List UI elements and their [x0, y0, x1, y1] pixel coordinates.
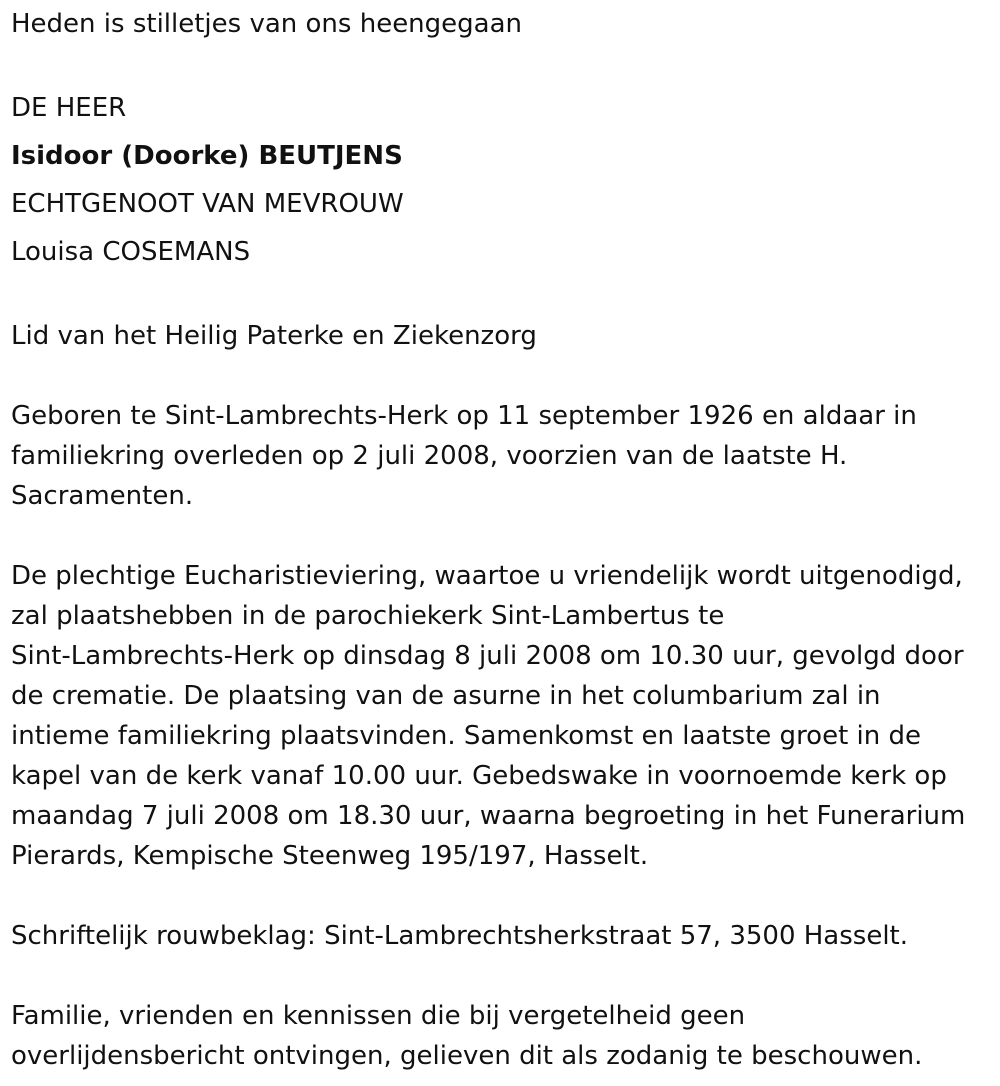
- title-line: DE HEER: [11, 93, 127, 123]
- paragraph-line: De plechtige Eucharistieviering, waartoe u vriendelijk wordt uitgenodigd,: [11, 561, 963, 591]
- paragraph-line: maandag 7 juli 2008 om 18.30 uur, waarna begroeting in het Funerarium: [11, 801, 966, 831]
- spouse-label: ECHTGENOOT VAN MEVROUW: [11, 189, 404, 219]
- paragraph-line: Geboren te Sint-Lambrechts-Herk op 11 september 1926 en aldaar in: [11, 401, 917, 431]
- ceremony-paragraph: [11, 556, 992, 876]
- paragraph-line: Familie, vrienden en kennissen die bij vergetelheid geen: [11, 1001, 746, 1031]
- deceased-name: Isidoor (Doorke) BEUTJENS: [11, 141, 403, 171]
- paragraph-line: de crematie. De plaatsing van de asurne in het columbarium zal in: [11, 681, 881, 711]
- membership-line: Lid van het Heilig Paterke en Ziekenzorg: [11, 321, 537, 351]
- paragraph-line: familiekring overleden op 2 juli 2008, voorzien van de laatste H.: [11, 441, 848, 471]
- spouse-name: Louisa COSEMANS: [11, 237, 251, 267]
- paragraph-line: kapel van de kerk vanaf 10.00 uur. Gebedswake in voornoemde kerk op: [11, 761, 947, 791]
- announcement-block: [11, 84, 992, 276]
- paragraph-line: intieme familiekring plaatsvinden. Samenkomst en laatste groet in de: [11, 721, 922, 751]
- paragraph-line: Pierards, Kempische Steenweg 195/197, Hasselt.: [11, 841, 649, 871]
- birth-paragraph: [11, 396, 992, 516]
- opening-line: Heden is stilletjes van ons heengegaan: [11, 9, 523, 39]
- closing-paragraph: [11, 996, 992, 1076]
- paragraph-line: overlijdensbericht ontvingen, gelieven dit als zodanig te beschouwen.: [11, 1041, 923, 1071]
- paragraph-line: Sint-Lambrechts-Herk op dinsdag 8 juli 2008 om 10.30 uur, gevolgd door: [11, 641, 964, 671]
- paragraph-line: Sacramenten.: [11, 481, 194, 511]
- condolence-address: Schriftelijk rouwbeklag: Sint-Lambrechtsherkstraat 57, 3500 Hasselt.: [11, 921, 909, 951]
- paragraph-line: zal plaatshebben in de parochiekerk Sint-Lambertus te: [11, 601, 725, 631]
